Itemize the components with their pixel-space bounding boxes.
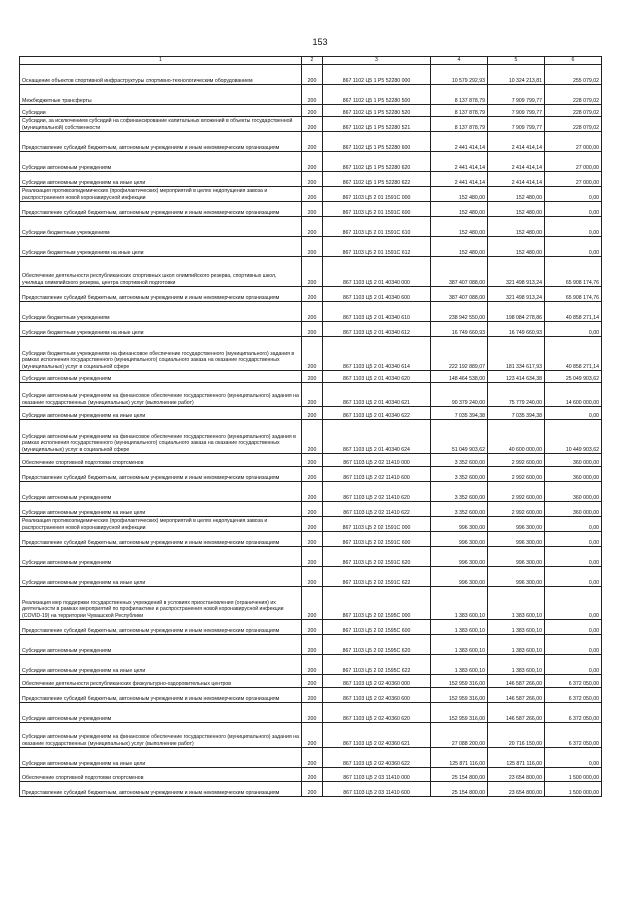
row-line-code-cell: 200 — [302, 187, 323, 202]
row-executed-cell: 1 383 600,10 — [488, 655, 545, 675]
row-budget-code-cell: 867 1103 Ц5 2 02 1591C 620 — [323, 547, 431, 567]
row-approved-cell: 222 192 889,07 — [431, 337, 488, 371]
row-budget-code-cell: 867 1103 Ц5 2 01 40340 610 — [323, 302, 431, 322]
row-name-cell: Субсидии автономным учреждениям на финансовое обеспечение государственного (муниципального) задания на оказание государственных (муниципальных) услуг (выполнение работ) — [20, 723, 302, 748]
row-budget-code-cell: 867 1103 Ц5 2 02 40360 600 — [323, 688, 431, 703]
table-row — [20, 675, 602, 688]
row-budget-code-cell: 867 1103 Ц5 2 02 1591C 622 — [323, 567, 431, 587]
row-unexecuted-cell: 1 500 000,00 — [545, 768, 602, 782]
row-unexecuted-cell: 360 000,00 — [545, 482, 602, 502]
row-approved-cell: 387 407 088,00 — [431, 257, 488, 287]
row-executed-cell: 146 587 266,00 — [488, 703, 545, 723]
row-line-code-cell: 200 — [302, 454, 323, 467]
row-executed-cell: 152 480,00 — [488, 202, 545, 217]
row-line-code-cell: 200 — [302, 407, 323, 420]
row-executed-cell: 125 871 116,00 — [488, 748, 545, 768]
table-row — [20, 322, 602, 337]
row-line-code-cell: 200 — [302, 132, 323, 152]
row-unexecuted-cell: 0,00 — [545, 532, 602, 547]
row-approved-cell: 3 352 600,00 — [431, 502, 488, 517]
row-executed-cell: 123 414 634,38 — [488, 371, 545, 383]
row-budget-code-cell: 867 1102 Ц5 1 P5 52280 620 — [323, 152, 431, 172]
row-name-cell: Реализация противоэпидемических (профилактических) мероприятий в целях недопущения завоза и распространения новой коронавирусной инфекции — [20, 517, 302, 532]
row-approved-cell: 2 441 414,14 — [431, 152, 488, 172]
row-line-code-cell: 200 — [302, 302, 323, 322]
row-line-code-cell: 200 — [302, 688, 323, 703]
row-approved-cell: 152 480,00 — [431, 187, 488, 202]
row-executed-cell: 2 992 600,00 — [488, 482, 545, 502]
row-budget-code-cell: 867 1103 Ц5 2 01 40340 600 — [323, 287, 431, 302]
table-row — [20, 337, 602, 371]
row-unexecuted-cell: 6 372 050,00 — [545, 703, 602, 723]
row-line-code-cell: 200 — [302, 655, 323, 675]
table-row — [20, 105, 602, 117]
row-executed-cell: 1 383 600,10 — [488, 635, 545, 655]
row-unexecuted-cell: 0,00 — [545, 655, 602, 675]
column-header: 2 — [302, 57, 323, 65]
row-budget-code-cell: 867 1103 Ц5 2 02 1595C 622 — [323, 655, 431, 675]
row-approved-cell: 152 480,00 — [431, 217, 488, 237]
table-row — [20, 132, 602, 152]
column-header: 1 — [20, 57, 302, 65]
row-name-cell: Оснащение объектов спортивной инфраструктуры спортивно-технологическим оборудованием — [20, 65, 302, 85]
table-row — [20, 217, 602, 237]
row-executed-cell: 7 909 799,77 — [488, 85, 545, 105]
row-name-cell: Реализация мер поддержки государственных учреждений в условиях приостановления (ограничения) их деятельности в рамках мероприятий по профилактике и распространения новой коронавирусной инфекции (COVID-19) на территории Чувашской Республики — [20, 587, 302, 620]
row-unexecuted-cell: 228 079,02 — [545, 117, 602, 132]
row-budget-code-cell: 867 1103 Ц5 2 01 40340 621 — [323, 383, 431, 407]
page-number: 153 — [312, 37, 328, 47]
row-unexecuted-cell: 0,00 — [545, 322, 602, 337]
row-unexecuted-cell: 228 079,02 — [545, 105, 602, 117]
row-executed-cell: 7 909 799,77 — [488, 117, 545, 132]
row-approved-cell: 152 959 316,00 — [431, 703, 488, 723]
row-executed-cell: 146 587 266,00 — [488, 675, 545, 688]
row-executed-cell: 321 498 913,24 — [488, 257, 545, 287]
row-unexecuted-cell: 0,00 — [545, 407, 602, 420]
row-unexecuted-cell: 0,00 — [545, 517, 602, 532]
table-row — [20, 371, 602, 383]
row-line-code-cell: 200 — [302, 768, 323, 782]
row-approved-cell: 3 352 600,00 — [431, 467, 488, 482]
row-line-code-cell: 200 — [302, 517, 323, 532]
row-name-cell: Предоставление субсидий бюджетным, автономным учреждениям и иным некоммерческим организациям — [20, 202, 302, 217]
row-executed-cell: 321 498 913,24 — [488, 287, 545, 302]
row-name-cell: Обеспечение деятельности республиканских физкультурно-оздоровительных центров — [20, 675, 302, 688]
table-row — [20, 152, 602, 172]
row-name-cell: Субсидии автономным учреждениям на иные цели — [20, 502, 302, 517]
row-unexecuted-cell: 360 000,00 — [545, 467, 602, 482]
row-executed-cell: 996 300,00 — [488, 532, 545, 547]
row-approved-cell: 51 049 903,62 — [431, 420, 488, 454]
row-approved-cell: 90 379 240,00 — [431, 383, 488, 407]
row-name-cell: Предоставление субсидий бюджетным, автономным учреждениям и иным некоммерческим организациям — [20, 467, 302, 482]
row-line-code-cell: 200 — [302, 502, 323, 517]
table-row — [20, 635, 602, 655]
table-row — [20, 768, 602, 782]
row-executed-cell: 152 480,00 — [488, 237, 545, 257]
row-name-cell: Предоставление субсидий бюджетным, автономным учреждениям и иным некоммерческим организациям — [20, 287, 302, 302]
row-executed-cell: 20 716 150,00 — [488, 723, 545, 748]
row-budget-code-cell: 867 1102 Ц5 1 P5 52280 500 — [323, 85, 431, 105]
row-executed-cell: 146 587 266,00 — [488, 688, 545, 703]
row-name-cell: Реализация противоэпидемических (профилактических) мероприятий в целях недопущения завоза и распространения новой коронавирусной инфекции — [20, 187, 302, 202]
row-budget-code-cell: 867 1103 Ц5 2 02 1595C 600 — [323, 620, 431, 635]
row-budget-code-cell: 867 1103 Ц5 2 01 1591C 612 — [323, 237, 431, 257]
table-row — [20, 688, 602, 703]
row-budget-code-cell: 867 1103 Ц5 2 02 11410 000 — [323, 454, 431, 467]
row-name-cell: Субсидии автономным учреждениям на финансовое обеспечение государственного (муниципального) задания в рамках исполнения государственного (муниципального) социального заказа на оказание государственных (муниципальных) услуг в социальной сфере — [20, 420, 302, 454]
row-line-code-cell: 200 — [302, 782, 323, 797]
row-unexecuted-cell: 65 908 174,76 — [545, 257, 602, 287]
row-approved-cell: 996 300,00 — [431, 517, 488, 532]
row-approved-cell: 152 959 316,00 — [431, 688, 488, 703]
row-approved-cell: 25 154 800,00 — [431, 768, 488, 782]
row-name-cell: Обеспечение деятельности республиканских спортивных школ олимпийского резерва, спортивных школ, училища олимпийского резерва, центра спортивной подготовки — [20, 257, 302, 287]
row-approved-cell: 148 464 538,00 — [431, 371, 488, 383]
row-executed-cell: 2 414 414,14 — [488, 172, 545, 187]
row-unexecuted-cell: 27 000,00 — [545, 152, 602, 172]
row-name-cell: Межбюджетные трансферты — [20, 85, 302, 105]
row-budget-code-cell: 867 1103 Ц5 2 02 11410 620 — [323, 482, 431, 502]
row-line-code-cell: 200 — [302, 322, 323, 337]
row-budget-code-cell: 867 1103 Ц5 2 02 1595C 620 — [323, 635, 431, 655]
table-row — [20, 703, 602, 723]
row-executed-cell: 2 414 414,14 — [488, 152, 545, 172]
row-line-code-cell: 200 — [302, 287, 323, 302]
table-row — [20, 383, 602, 407]
row-line-code-cell: 200 — [302, 152, 323, 172]
row-budget-code-cell: 867 1103 Ц5 2 01 40340 614 — [323, 337, 431, 371]
row-line-code-cell: 200 — [302, 723, 323, 748]
row-executed-cell: 40 600 000,00 — [488, 420, 545, 454]
row-budget-code-cell: 867 1103 Ц5 2 02 1591C 600 — [323, 532, 431, 547]
row-line-code-cell: 200 — [302, 635, 323, 655]
table-row — [20, 202, 602, 217]
table-row — [20, 85, 602, 105]
row-line-code-cell: 200 — [302, 748, 323, 768]
row-executed-cell: 152 480,00 — [488, 217, 545, 237]
row-name-cell: Субсидии автономным учреждениям на иные цели — [20, 748, 302, 768]
row-budget-code-cell: 867 1103 Ц5 2 02 1595C 000 — [323, 587, 431, 620]
table-row — [20, 482, 602, 502]
row-approved-cell: 27 088 200,00 — [431, 723, 488, 748]
row-name-cell: Обеспечение спортивной подготовки спортсменов — [20, 454, 302, 467]
row-executed-cell: 1 383 600,10 — [488, 587, 545, 620]
row-line-code-cell: 200 — [302, 383, 323, 407]
row-line-code-cell: 200 — [302, 217, 323, 237]
table-row — [20, 587, 602, 620]
row-approved-cell: 8 137 878,79 — [431, 105, 488, 117]
row-unexecuted-cell: 0,00 — [545, 587, 602, 620]
row-approved-cell: 8 137 878,79 — [431, 85, 488, 105]
row-line-code-cell: 200 — [302, 105, 323, 117]
row-unexecuted-cell: 255 079,02 — [545, 65, 602, 85]
row-budget-code-cell: 867 1102 Ц5 1 P5 52280 600 — [323, 132, 431, 152]
row-budget-code-cell: 867 1103 Ц5 2 03 11410 600 — [323, 782, 431, 797]
row-budget-code-cell: 867 1103 Ц5 2 02 40360 621 — [323, 723, 431, 748]
row-name-cell: Субсидии автономным учреждениям на иные цели — [20, 567, 302, 587]
column-header: 5 — [488, 57, 545, 65]
row-approved-cell: 25 154 800,00 — [431, 782, 488, 797]
row-budget-code-cell: 867 1102 Ц5 1 P5 52280 520 — [323, 105, 431, 117]
row-executed-cell: 996 300,00 — [488, 517, 545, 532]
row-unexecuted-cell: 40 858 271,14 — [545, 302, 602, 322]
row-budget-code-cell: 867 1103 Ц5 2 01 40340 620 — [323, 371, 431, 383]
row-unexecuted-cell: 10 449 903,62 — [545, 420, 602, 454]
row-line-code-cell: 200 — [302, 620, 323, 635]
row-name-cell: Субсидии автономным учреждениям — [20, 703, 302, 723]
row-unexecuted-cell: 1 500 000,00 — [545, 782, 602, 797]
row-line-code-cell: 200 — [302, 675, 323, 688]
row-line-code-cell: 200 — [302, 420, 323, 454]
row-budget-code-cell: 867 1103 Ц5 2 01 1591C 000 — [323, 187, 431, 202]
row-approved-cell: 1 383 600,10 — [431, 620, 488, 635]
row-approved-cell: 387 407 088,00 — [431, 287, 488, 302]
column-header: 4 — [431, 57, 488, 65]
table-row — [20, 65, 602, 85]
row-approved-cell: 8 137 878,79 — [431, 117, 488, 132]
row-line-code-cell: 200 — [302, 237, 323, 257]
row-name-cell: Субсидии автономным учреждениям — [20, 482, 302, 502]
table-row — [20, 257, 602, 287]
row-unexecuted-cell: 6 372 050,00 — [545, 675, 602, 688]
row-budget-code-cell: 867 1103 Ц5 2 02 11410 600 — [323, 467, 431, 482]
row-name-cell: Предоставление субсидий бюджетным, автономным учреждениям и иным некоммерческим организациям — [20, 132, 302, 152]
row-name-cell: Субсидии бюджетным учреждениям на иные цели — [20, 237, 302, 257]
row-approved-cell: 238 942 550,00 — [431, 302, 488, 322]
column-header: 6 — [545, 57, 602, 65]
row-executed-cell: 996 300,00 — [488, 547, 545, 567]
row-executed-cell: 2 992 600,00 — [488, 467, 545, 482]
row-name-cell: Субсидии автономным учреждениям на иные цели — [20, 407, 302, 420]
row-line-code-cell: 200 — [302, 587, 323, 620]
row-name-cell: Субсидии автономным учреждениям — [20, 371, 302, 383]
row-name-cell: Предоставление субсидий бюджетным, автономным учреждениям и иным некоммерческим организациям — [20, 782, 302, 797]
row-approved-cell: 152 959 316,00 — [431, 675, 488, 688]
row-budget-code-cell: 867 1103 Ц5 2 01 40340 000 — [323, 257, 431, 287]
row-approved-cell: 3 352 600,00 — [431, 482, 488, 502]
table-row — [20, 655, 602, 675]
row-name-cell: Субсидии автономным учреждениям на иные цели — [20, 172, 302, 187]
row-executed-cell: 152 480,00 — [488, 187, 545, 202]
row-unexecuted-cell: 27 000,00 — [545, 132, 602, 152]
row-unexecuted-cell: 27 000,00 — [545, 172, 602, 187]
row-unexecuted-cell: 0,00 — [545, 187, 602, 202]
table-row — [20, 407, 602, 420]
row-name-cell: Субсидии автономным учреждениям — [20, 547, 302, 567]
row-unexecuted-cell: 0,00 — [545, 547, 602, 567]
row-budget-code-cell: 867 1103 Ц5 2 03 11410 000 — [323, 768, 431, 782]
row-unexecuted-cell: 360 000,00 — [545, 454, 602, 467]
row-budget-code-cell: 867 1103 Ц5 2 01 40340 622 — [323, 407, 431, 420]
table-row — [20, 502, 602, 517]
row-name-cell: Субсидии бюджетным учреждениям на финансовое обеспечение государственного (муниципального) задания в рамках исполнения государственного (муниципального) социального заказа на оказание государственных (муниципальных) услуг в социальной сфере — [20, 337, 302, 371]
row-approved-cell: 1 383 600,10 — [431, 655, 488, 675]
row-name-cell: Обеспечение спортивной подготовки спортсменов — [20, 768, 302, 782]
row-approved-cell: 996 300,00 — [431, 547, 488, 567]
row-name-cell: Субсидии — [20, 105, 302, 117]
row-line-code-cell: 200 — [302, 257, 323, 287]
table-row — [20, 172, 602, 187]
row-approved-cell: 996 300,00 — [431, 567, 488, 587]
row-name-cell: Субсидии автономным учреждениям на иные цели — [20, 655, 302, 675]
table-row — [20, 117, 602, 132]
row-unexecuted-cell: 6 372 050,00 — [545, 723, 602, 748]
row-budget-code-cell: 867 1103 Ц5 2 01 40340 612 — [323, 322, 431, 337]
table-row — [20, 748, 602, 768]
row-unexecuted-cell: 228 079,02 — [545, 85, 602, 105]
row-unexecuted-cell: 0,00 — [545, 567, 602, 587]
table-row — [20, 467, 602, 482]
row-approved-cell: 16 749 660,93 — [431, 322, 488, 337]
row-line-code-cell: 200 — [302, 172, 323, 187]
row-executed-cell: 23 654 800,00 — [488, 782, 545, 797]
row-unexecuted-cell: 0,00 — [545, 635, 602, 655]
table-row — [20, 567, 602, 587]
row-line-code-cell: 200 — [302, 482, 323, 502]
row-unexecuted-cell: 6 372 050,00 — [545, 688, 602, 703]
row-executed-cell: 16 749 660,93 — [488, 322, 545, 337]
row-budget-code-cell: 867 1103 Ц5 2 01 40340 624 — [323, 420, 431, 454]
row-budget-code-cell: 867 1102 Ц5 1 P5 52280 000 — [323, 65, 431, 85]
row-name-cell: Субсидии бюджетным учреждениям на иные цели — [20, 322, 302, 337]
row-executed-cell: 181 334 617,93 — [488, 337, 545, 371]
row-budget-code-cell: 867 1103 Ц5 2 02 1591C 000 — [323, 517, 431, 532]
row-name-cell: Предоставление субсидий бюджетным, автономным учреждениям и иным некоммерческим организациям — [20, 688, 302, 703]
row-executed-cell: 2 414 414,14 — [488, 132, 545, 152]
row-approved-cell: 996 300,00 — [431, 532, 488, 547]
row-line-code-cell: 200 — [302, 703, 323, 723]
budget-table — [19, 56, 602, 797]
row-line-code-cell: 200 — [302, 371, 323, 383]
row-name-cell: Предоставление субсидий бюджетным, автономным учреждениям и иным некоммерческим организациям — [20, 532, 302, 547]
table-row — [20, 302, 602, 322]
row-approved-cell: 1 383 600,10 — [431, 587, 488, 620]
row-unexecuted-cell: 25 049 903,62 — [545, 371, 602, 383]
row-approved-cell: 10 579 292,93 — [431, 65, 488, 85]
row-executed-cell: 2 992 600,00 — [488, 454, 545, 467]
row-name-cell: Субсидии автономным учреждениям — [20, 635, 302, 655]
row-executed-cell: 23 654 800,00 — [488, 768, 545, 782]
row-executed-cell: 2 992 600,00 — [488, 502, 545, 517]
row-approved-cell: 1 383 600,10 — [431, 635, 488, 655]
row-name-cell: Субсидии бюджетным учреждениям — [20, 302, 302, 322]
row-approved-cell: 125 871 116,00 — [431, 748, 488, 768]
row-unexecuted-cell: 360 000,00 — [545, 502, 602, 517]
column-header: 3 — [323, 57, 431, 65]
row-line-code-cell: 200 — [302, 337, 323, 371]
row-unexecuted-cell: 0,00 — [545, 620, 602, 635]
row-unexecuted-cell: 65 908 174,76 — [545, 287, 602, 302]
row-approved-cell: 2 441 414,14 — [431, 172, 488, 187]
row-budget-code-cell: 867 1103 Ц5 2 01 1591C 610 — [323, 217, 431, 237]
table-row — [20, 420, 602, 454]
row-executed-cell: 7 035 394,38 — [488, 407, 545, 420]
row-approved-cell: 2 441 414,14 — [431, 132, 488, 152]
row-approved-cell: 3 352 600,00 — [431, 454, 488, 467]
row-unexecuted-cell: 0,00 — [545, 202, 602, 217]
row-line-code-cell: 200 — [302, 117, 323, 132]
row-line-code-cell: 200 — [302, 65, 323, 85]
row-line-code-cell: 200 — [302, 547, 323, 567]
row-executed-cell: 75 779 240,00 — [488, 383, 545, 407]
row-unexecuted-cell: 0,00 — [545, 237, 602, 257]
row-approved-cell: 152 480,00 — [431, 237, 488, 257]
row-unexecuted-cell: 0,00 — [545, 748, 602, 768]
row-budget-code-cell: 867 1103 Ц5 2 02 40360 000 — [323, 675, 431, 688]
row-executed-cell: 996 300,00 — [488, 567, 545, 587]
row-budget-code-cell: 867 1102 Ц5 1 P5 52280 521 — [323, 117, 431, 132]
table-header-row — [20, 57, 602, 65]
row-unexecuted-cell: 14 600 000,00 — [545, 383, 602, 407]
row-line-code-cell: 200 — [302, 567, 323, 587]
row-name-cell: Субсидии бюджетным учреждениям — [20, 217, 302, 237]
row-executed-cell: 1 383 600,10 — [488, 620, 545, 635]
table-row — [20, 454, 602, 467]
row-name-cell: Предоставление субсидий бюджетным, автономным учреждениям и иным некоммерческим организациям — [20, 620, 302, 635]
table-row — [20, 547, 602, 567]
row-name-cell: Субсидии автономным учреждениям на финансовое обеспечение государственного (муниципального) задания на оказание государственных (муниципальных) услуг (выполнение работ) — [20, 383, 302, 407]
row-budget-code-cell: 867 1103 Ц5 2 01 1591C 600 — [323, 202, 431, 217]
row-executed-cell: 7 909 799,77 — [488, 105, 545, 117]
row-budget-code-cell: 867 1102 Ц5 1 P5 52280 622 — [323, 172, 431, 187]
row-unexecuted-cell: 0,00 — [545, 217, 602, 237]
table-row — [20, 782, 602, 797]
table-row — [20, 287, 602, 302]
row-approved-cell: 152 480,00 — [431, 202, 488, 217]
row-budget-code-cell: 867 1103 Ц5 2 02 11410 622 — [323, 502, 431, 517]
row-executed-cell: 198 084 278,86 — [488, 302, 545, 322]
row-executed-cell: 10 324 213,81 — [488, 65, 545, 85]
row-name-cell: Субсидии автономным учреждениям — [20, 152, 302, 172]
row-unexecuted-cell: 40 858 271,14 — [545, 337, 602, 371]
row-name-cell: Субсидии, за исключением субсидий на софинансирование капитальных вложений в объекты государственной (муниципальной) собственности — [20, 117, 302, 132]
row-budget-code-cell: 867 1103 Ц5 2 02 40360 622 — [323, 748, 431, 768]
row-approved-cell: 7 035 394,38 — [431, 407, 488, 420]
row-line-code-cell: 200 — [302, 467, 323, 482]
table-row — [20, 187, 602, 202]
row-line-code-cell: 200 — [302, 532, 323, 547]
table-row — [20, 517, 602, 532]
row-budget-code-cell: 867 1103 Ц5 2 02 40360 620 — [323, 703, 431, 723]
table-row — [20, 237, 602, 257]
row-line-code-cell: 200 — [302, 85, 323, 105]
row-line-code-cell: 200 — [302, 202, 323, 217]
table-row — [20, 723, 602, 748]
table-row — [20, 532, 602, 547]
table-row — [20, 620, 602, 635]
